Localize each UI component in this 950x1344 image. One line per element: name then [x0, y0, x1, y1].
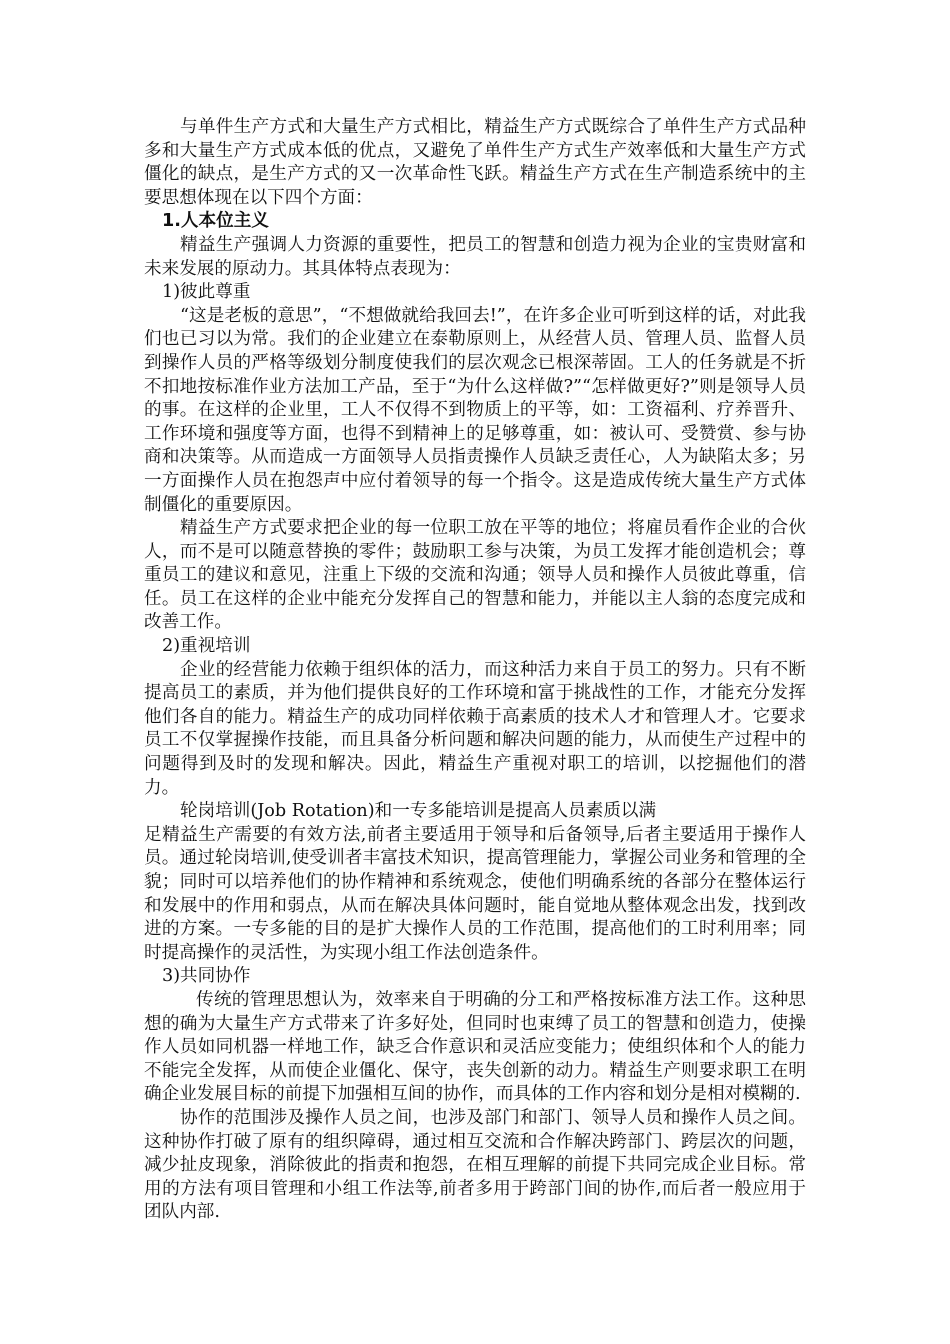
training-paragraph-1: 企业的经营能力依赖于组织体的活力，而这种活力来自于员工的努力。只有不断提高员工的素质，并为他们提供良好的工作环境和富于挑战性的工作，才能充分发挥他们各自的能力。精益生产的成功同样依赖于高素质的技术人才和管理人才。它要求员工不仅掌握操作技能，而且具备分析问题和解决问题的能力，从而使生产过程中的问题得到及时的发现和解决。因此，精益生产重视对职工的培训，以挖掘他们的潜力。 [144, 659, 806, 798]
subsection-title-training: 2)重视培训 [162, 636, 251, 657]
cooperation-paragraph-1: 传统的管理思想认为，效率来自于明确的分工和严格按标准方法工作。这种思想的确为大量生产方式带来了许多好处，但同时也束缚了员工的智慧和创造力，使操作人员如同机器一样地工作，缺乏合作意识和灵活应变能力；使组织体和个人的能力不能完全发挥，从而使企业僵化、保守，丧失创新的动力。精益生产则要求职工在明确企业发展目标的前提下加强相互间的协作，而具体的工作内容和划分是相对模糊的. [144, 989, 806, 1105]
document-page [144, 116, 806, 1225]
section-intro-paragraph: 精益生产强调人力资源的重要性，把员工的智慧和创造力视为企业的宝贵财富和未来发展的原动力。其具体特点表现为： [144, 234, 806, 279]
mutual-respect-paragraph-2: 精益生产方式要求把企业的每一位职工放在平等的地位；将雇员看作企业的合伙人，而不是可以随意替换的零件；鼓励职工参与决策，为员工发挥才能创造机会；尊重员工的建议和意见，注重上下级的交流和沟通；领导人员和操作人员彼此尊重，信任。员工在这样的企业中能充分发挥自己的智慧和能力，并能以主人翁的态度完成和改善工作。 [144, 518, 806, 633]
training-paragraph-2-rest: 足精益生产需要的有效方法,前者主要适用于领导和后备领导,后者主要适用于操作人员。通过轮岗培训,使受训者丰富技术知识，提高管理能力，掌握公司业务和管理的全貌；同时可以培养他们的协作精神和系统观念，使他们明确系统的各部分在整体运行和发展中的作用和弱点，从而在解决具体问题时，能自觉地从整体观念出发，找到改进的方案。一专多能的目的是扩大操作人员的工作范围，提高他们的工时利用率；同时提高操作的灵活性，为实现小组工作法创造条件。 [144, 824, 806, 963]
intro-paragraph: 与单件生产方式和大量生产方式相比，精益生产方式既综合了单件生产方式品种多和大量生产方式成本低的优点，又避免了单件生产方式生产效率低和大量生产方式僵化的缺点，是生产方式的又一次革命性飞跃。精益生产方式在生产制造系统中的主要思想体现在以下四个方面： [144, 117, 806, 208]
section-heading: 1.人本位主义 [162, 211, 269, 232]
mutual-respect-paragraph-1: “这是老板的意思”，“不想做就给我回去!”，在许多企业可听到这样的话，对此我们也已习以为常。我们的企业建立在泰勒原则上，从经营人员、管理人员、监督人员到操作人员的严格等级划分制度使我们的层次观念已根深蒂固。工人的任务就是不折不扣地按标准作业方法加工产品，至于“为什么这样做?”“怎样做更好?”则是领导人员的事。在这样的企业里，工人不仅得不到物质上的平等，如：工资福利、疗养晋升、工作环境和强度等方面，也得不到精神上的足够尊重，如：被认可、受赞赏、参与协商和决策等。从而造成一方面领导人员指责操作人员缺乏责任心，人为缺陷太多；另一方面操作人员在抱怨声中应付着领导的每一个指令。这是造成传统大量生产方式体制僵化的重要原因。 [144, 305, 806, 515]
cooperation-paragraph-2: 协作的范围涉及操作人员之间，也涉及部门和部门、领导人员和操作人员之间。这种协作打破了原有的组织障碍，通过相互交流和合作解决跨部门、跨层次的问题，减少扯皮现象，消除彼此的指责和抱怨，在相互理解的前提下共同完成企业目标。常用的方法有项目管理和小组工作法等,前者多用于跨部门间的协作,而后者一般应用于团队内部. [144, 1107, 806, 1223]
training-paragraph-2-first-line: 轮岗培训(Job Rotation)和一专多能培训是提高人员素质以满 [180, 801, 657, 822]
subsection-title-mutual-respect: 1)彼此尊重 [162, 282, 251, 303]
subsection-title-cooperation: 3)共同协作 [162, 966, 251, 987]
